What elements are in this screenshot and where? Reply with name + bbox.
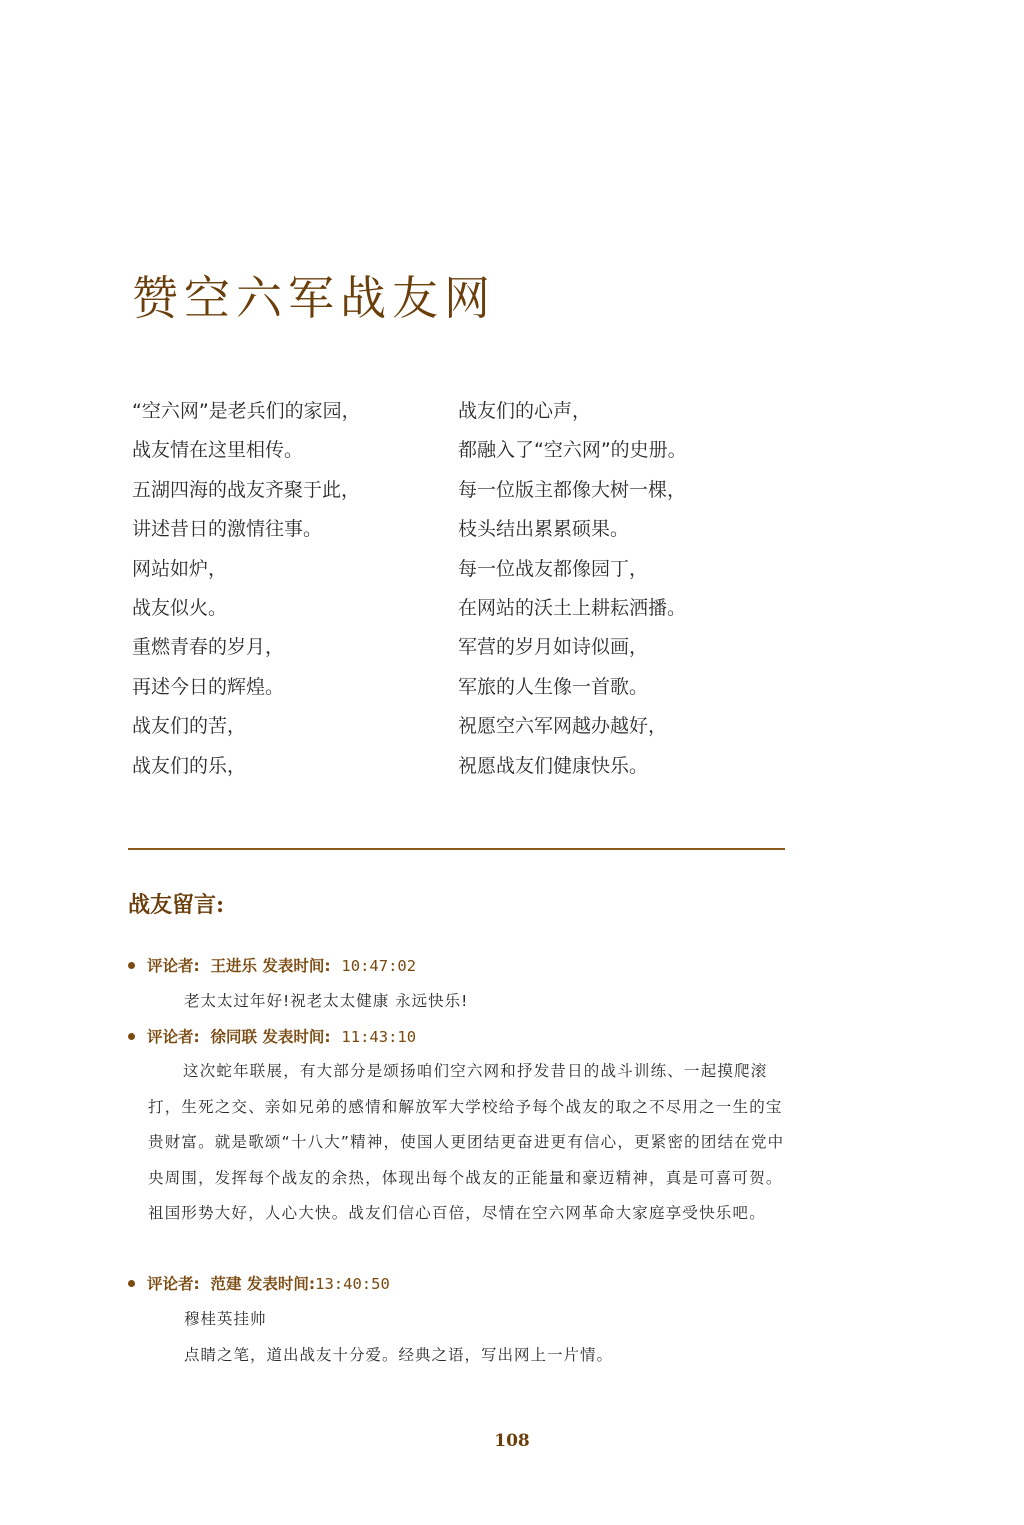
comment-body-line: 点睛之笔，道出战友十分爱。经典之语，写出网上一片情。 bbox=[184, 1346, 614, 1364]
comment-time: 13:40:50 bbox=[315, 1275, 390, 1293]
poem-line: 每一位版主都像大树一棵， bbox=[458, 478, 687, 501]
bullet-icon bbox=[128, 1280, 135, 1287]
messages-heading: 战友留言: bbox=[128, 892, 225, 918]
time-label: 发表时间: bbox=[262, 1028, 331, 1046]
poem-line: 讲述昔日的激情往事。 bbox=[132, 518, 323, 541]
poem-line: 每一位战友都像园丁， bbox=[458, 557, 649, 580]
poem-line: 祝愿战友们健康快乐。 bbox=[458, 754, 649, 777]
poem-line: 战友们的苦， bbox=[132, 715, 247, 738]
comment-header bbox=[128, 954, 416, 976]
commenter-label: 评论者: bbox=[147, 1028, 200, 1046]
comment-time: 10:47:02 bbox=[341, 957, 417, 975]
poem-line: 五湖四海的战友齐聚于此， bbox=[132, 478, 361, 501]
poem-line: 网站如炉， bbox=[132, 557, 228, 580]
comment-body-line: 穆桂英挂帅 bbox=[184, 1310, 267, 1328]
poem-line: “空六网”是老兵们的家园， bbox=[132, 400, 361, 422]
time-label: 发表时间: bbox=[262, 957, 331, 975]
poem-line: 战友们的乐， bbox=[132, 754, 247, 777]
poem-line: 军旅的人生像一首歌。 bbox=[458, 675, 649, 698]
poem-line: 战友似火。 bbox=[132, 596, 228, 619]
comment-header bbox=[128, 1272, 390, 1294]
poem-line: 在网站的沃土上耕耘洒播。 bbox=[458, 596, 687, 619]
poem-line: 战友们的心声， bbox=[458, 400, 592, 422]
commenter-name: 范建 bbox=[210, 1275, 242, 1293]
poem-line: 军营的岁月如诗似画， bbox=[458, 636, 649, 659]
comment-header bbox=[128, 1025, 416, 1047]
poem-left-column bbox=[132, 392, 361, 786]
section-divider bbox=[128, 848, 785, 850]
page-title: 赞空六军战友网 bbox=[132, 271, 496, 325]
commenter-name: 王进乐 bbox=[210, 957, 258, 975]
page-number: 108 bbox=[494, 1431, 530, 1451]
comment-body: 老太太过年好!祝老太太健康 永远快乐! bbox=[184, 992, 469, 1010]
commenter-label: 评论者: bbox=[147, 957, 200, 975]
commenter-label: 评论者: bbox=[147, 1275, 200, 1293]
poem-line: 重燃青春的岁月， bbox=[132, 636, 285, 659]
poem-line: 战友情在这里相传。 bbox=[132, 439, 304, 462]
comment-time: 11:43:10 bbox=[341, 1028, 417, 1046]
poem-line: 枝头结出累累硕果。 bbox=[458, 518, 630, 541]
bullet-icon bbox=[128, 1033, 135, 1040]
poem-line: 祝愿空六军网越办越好， bbox=[458, 715, 668, 738]
poem-right-column bbox=[458, 392, 687, 786]
poem-line: 再述今日的辉煌。 bbox=[132, 675, 285, 698]
commenter-name: 徐同联 bbox=[210, 1028, 258, 1046]
bullet-icon bbox=[128, 962, 135, 969]
time-label: 发表时间: bbox=[246, 1275, 316, 1293]
poem-line: 都融入了“空六网”的史册。 bbox=[458, 439, 687, 462]
comment-body: 这次蛇年联展，有大部分是颂扬咱们空六网和抒发昔日的战斗训练、一起摸爬滚打，生死之交、亲如兄弟的感情和解放军大学校给予每个战友的取之不尽用之一生的宝贵财富。就是歌颂“十八大”精神，使国人更团结更奋进更有信心，更紧密的团结在党中央周围，发挥每个战友的余热，体现出每个战友的正能量和豪迈精神，真是可喜可贺。祖国形势大好，人心大快。战友们信心百倍，尽情在空六网革命大家庭享受快乐吧。 bbox=[148, 1062, 785, 1222]
